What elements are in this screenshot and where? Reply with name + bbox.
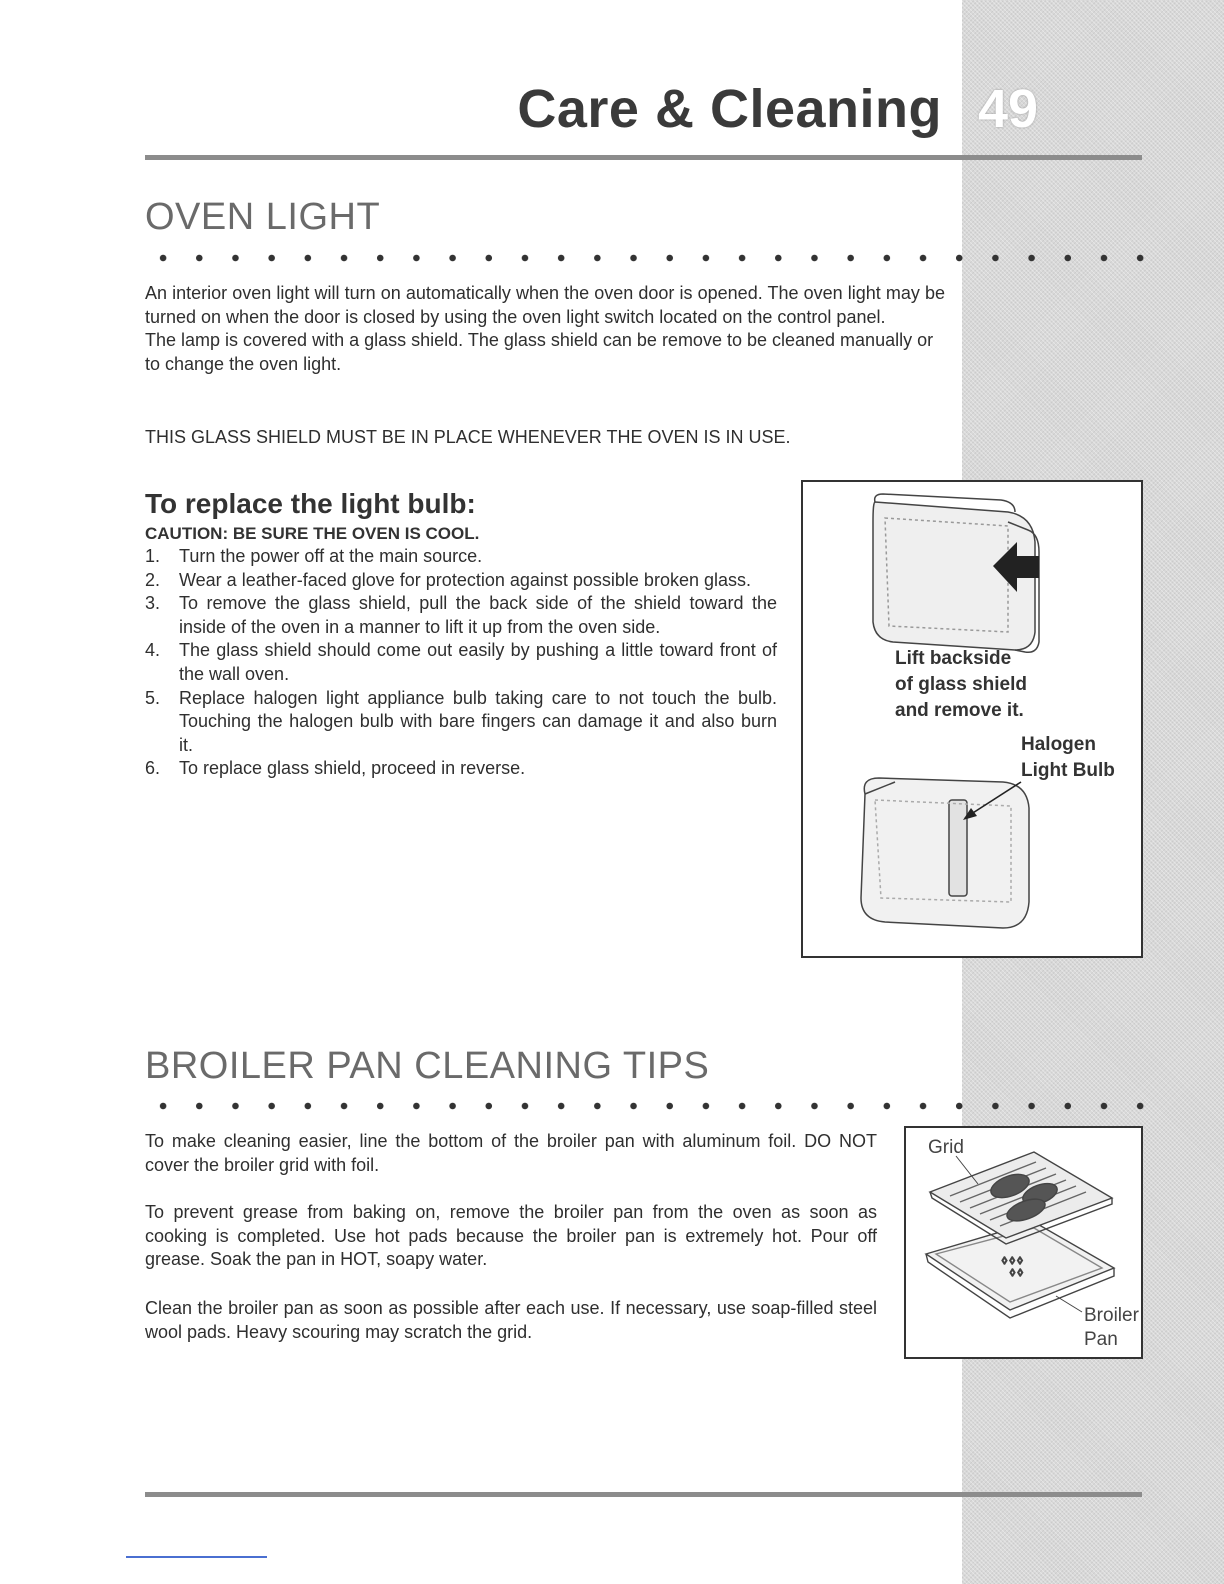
broiler-paragraph-1: To make cleaning easier, line the bottom of the broiler pan with aluminum foil. DO NOT cover the broiler grid with foil. bbox=[145, 1131, 877, 1175]
section-title-oven-light: OVEN LIGHT bbox=[145, 196, 381, 238]
broiler-paragraph-3: Clean the broiler pan as soon as possible after each use. If necessary, use soap-filled steel wool pads. Heavy scouring may scratch the grid. bbox=[145, 1298, 877, 1342]
broiler-pan-label: Broiler Pan bbox=[1084, 1305, 1139, 1350]
replace-bulb-heading: To replace the light bulb: bbox=[145, 488, 476, 519]
glass-shield-figure bbox=[801, 480, 1143, 958]
header-rule bbox=[145, 155, 1142, 160]
svg-text:◊ ◊ ◊: ◊ ◊ ◊ bbox=[1002, 1256, 1023, 1267]
list-item: 1. Turn the power off at the main source. bbox=[145, 546, 483, 566]
grid-label: Grid bbox=[928, 1137, 964, 1158]
broiler-pan-figure bbox=[904, 1126, 1143, 1359]
halogen-bulb-label: Halogen Light Bulb bbox=[1021, 734, 1115, 781]
oven-light-paragraph-1: An interior oven light will turn on automatically when the oven door is opened. The oven light may be turned on when the door is closed by using the oven light switch located on the control panel. bbox=[145, 283, 945, 327]
list-item: 5. Replace halogen light appliance bulb taking care to not touch the bulb. Touching the halogen bulb with bare fingers can damage it and also burn it. bbox=[145, 687, 777, 755]
replace-bulb-steps bbox=[145, 545, 777, 781]
lift-backside-label: Lift backside of glass shield and remove it. bbox=[895, 648, 1027, 721]
dotted-divider bbox=[145, 1101, 1150, 1111]
list-item: 3. To remove the glass shield, pull the back side of the shield toward the inside of the oven in a manner to lift it up from the oven side. bbox=[145, 593, 777, 637]
list-item: 2. Wear a leather-faced glove for protection against possible broken glass. bbox=[145, 569, 751, 590]
page-number: 49 bbox=[978, 79, 1039, 139]
oven-light-intro bbox=[145, 282, 945, 376]
list-item: 6. To replace glass shield, proceed in reverse. bbox=[145, 758, 526, 779]
footer-rule bbox=[145, 1492, 1142, 1497]
list-item: 4. The glass shield should come out easily by pushing a little toward front of the wall oven. bbox=[145, 640, 777, 684]
caution-text: CAUTION: BE SURE THE OVEN IS COOL. bbox=[145, 524, 480, 543]
footer-link-underline bbox=[126, 1556, 267, 1558]
broiler-paragraph-2: To prevent grease from baking on, remove the broiler pan from the oven as soon as cooking is completed. Use hot pads because the broiler pan is extremely hot. Pour off grease. Soak the pan in HOT, soapy water. bbox=[145, 1202, 877, 1270]
section-title-broiler: BROILER PAN CLEANING TIPS bbox=[145, 1045, 710, 1087]
dotted-divider bbox=[145, 253, 1150, 263]
svg-text:◊ ◊: ◊ ◊ bbox=[1010, 1268, 1023, 1279]
page-title: Care & Cleaning bbox=[517, 79, 942, 139]
oven-light-paragraph-2: The lamp is covered with a glass shield. The glass shield can be remove to be cleaned manually or to change the oven light. bbox=[145, 330, 934, 374]
glass-shield-warning: THIS GLASS SHIELD MUST BE IN PLACE WHENEVER THE OVEN IS IN USE. bbox=[145, 427, 791, 447]
